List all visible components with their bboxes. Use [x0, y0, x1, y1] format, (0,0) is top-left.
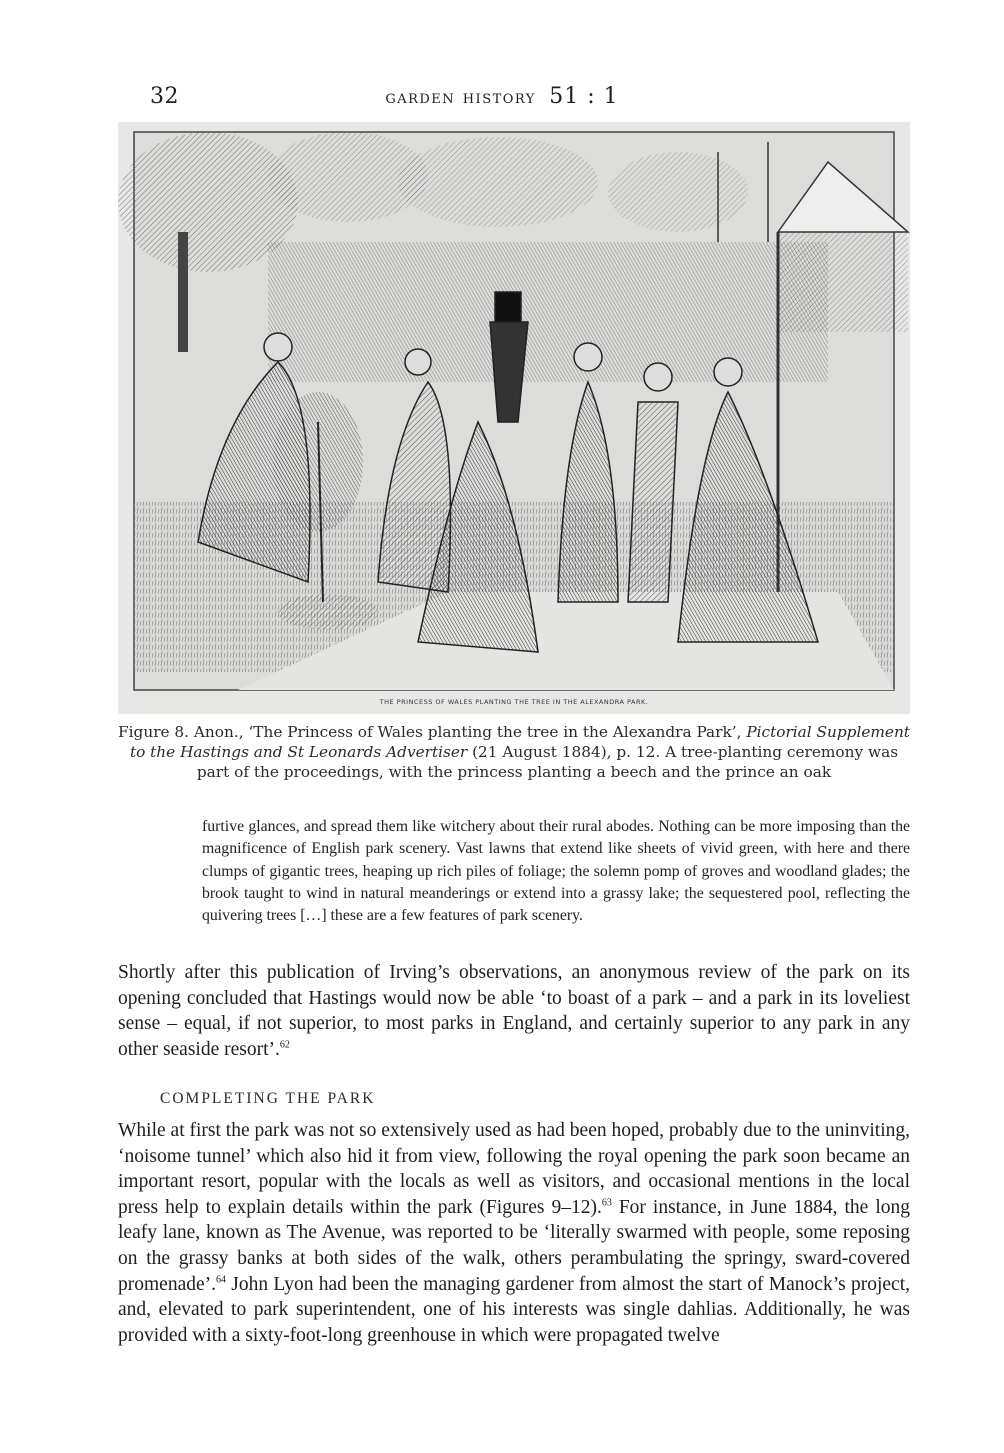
crowd: [268, 242, 828, 382]
footnote-ref-63[interactable]: 63: [601, 1197, 612, 1209]
journal-title: garden history: [385, 86, 536, 108]
page-number: 32: [150, 84, 179, 109]
paragraph-2-text-a: While at first the park was not so extensively used as had been hoped, probably due to the uninviting, ‘noisome tunnel’ which also hid it from view, following the royal opening the park soon became an important resort, popular with the locals as well as visitors, and occasional mentions in the local press help to explain details within the park (Figures 9–12).: [118, 1120, 910, 1218]
volume-issue: 51 : 1: [549, 84, 619, 109]
paragraph-1-text: Shortly after this publication of Irving’s observations, an anonymous review of the park on its opening concluded that Hastings would now be able ‘to boast of a park – and a park in its loveliest sense – equal, if not superior, to most parks in England, and certainly superior to any park in any other seaside resort’.: [118, 962, 910, 1060]
paragraph-2-text-b: For instance, in June 1884, the long leafy lane, known as The Avenue, was reported to be ‘literally swarmed with people, some reposing on the grassy banks at both sides of the walk, others perambulating the springy, sward-covered promenade’.: [118, 1196, 910, 1295]
figure-image: [118, 122, 910, 714]
engraving-illustration: [118, 122, 910, 714]
footnote-ref-64[interactable]: 64: [216, 1274, 226, 1286]
engraving-caption: THE PRINCESS OF WALES PLANTING THE TREE IN THE ALEXANDRA PARK.: [379, 698, 649, 706]
paragraph-1: [118, 960, 910, 1062]
running-head: [0, 84, 1004, 109]
paragraph-2-text-c: John Lyon had been the managing gardener from almost the start of Manock’s project, and, elevated to park superintendent, one of his interests was single dahlias. Additionally, he was provided with a sixty-foot-long greenhouse in which were propagated twelve: [118, 1273, 910, 1346]
caption-text-2: (21 August 1884), p. 12. A tree-planting ceremony was part of the proceedings, with the princess planting a beech and the prince an oak: [196, 743, 899, 781]
figure-caption: [118, 722, 910, 782]
section-heading: COMPLETING THE PARK: [160, 1090, 376, 1107]
block-quote: furtive glances, and spread them like witchery about their rural abodes. Nothing can be more imposing than the magnificence of English park scenery. Vast lawns that extend like sheets of vivid green, with here and there clumps of gigantic trees, heaping up rich piles of foliage; the solemn pomp of groves and woodland glades; the brook taught to wind in natural meanderings or extend into a grassy lake; the sequestered pool, reflecting the quivering trees […] these are a few features of park scenery.: [202, 818, 910, 925]
caption-publication: Pictorial Supplement to the Hastings and St Leonards Advertiser: [129, 723, 910, 761]
caption-text-1: Figure 8. Anon., ‘The Princess of Wales planting the tree in the Alexandra Park’,: [118, 723, 747, 741]
paragraph-2: [118, 1118, 910, 1348]
footnote-ref-62[interactable]: 62: [279, 1039, 290, 1051]
